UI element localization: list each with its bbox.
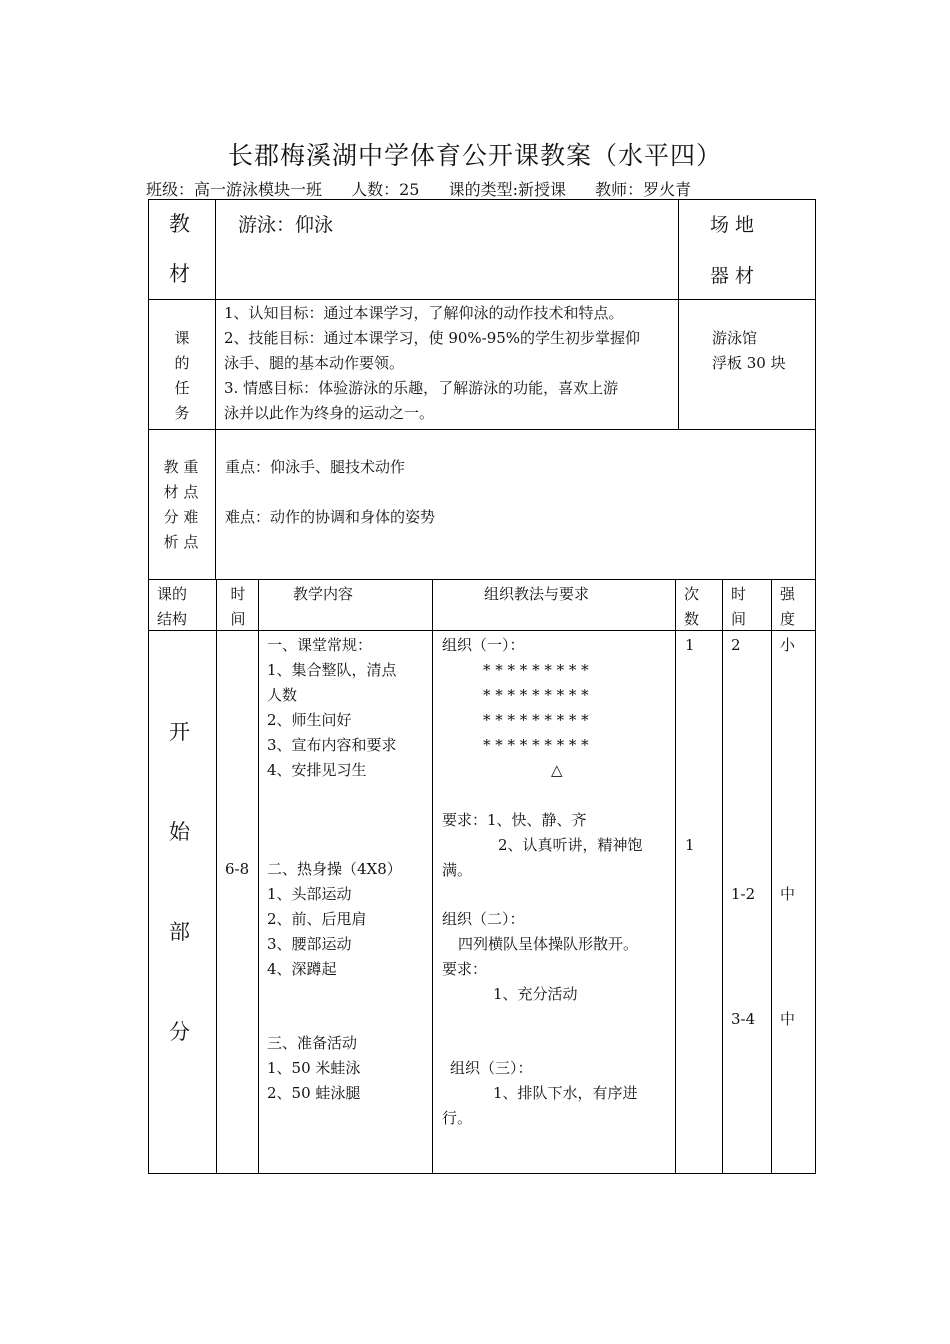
req-2: 要求： bbox=[442, 960, 488, 978]
section-duration: 6-8 bbox=[225, 860, 250, 878]
req-2-text: 1、充分活动 bbox=[493, 985, 578, 1003]
req-1b: 2、认真听讲，精神饱 bbox=[498, 836, 643, 854]
teacher-triangle: △ bbox=[551, 761, 563, 779]
reps-1: 1 bbox=[685, 636, 695, 654]
time-c: 3-4 bbox=[731, 1010, 756, 1028]
content-prep: 三、准备活动 1、50 米蛙泳 2、50 蛙泳腿 bbox=[267, 1034, 361, 1102]
head-intensity: 强 度 bbox=[780, 585, 796, 628]
intensity-a: 小 bbox=[780, 636, 796, 654]
req-1: 要求：1、快、静、齐 bbox=[442, 811, 587, 829]
org-1: 组织（一）： bbox=[442, 636, 525, 654]
org-2-text: 四列横队呈体操队形散开。 bbox=[458, 935, 639, 953]
difficulty: 难点：动作的协调和身体的姿势 bbox=[225, 508, 436, 526]
head-time: 时 间 bbox=[230, 585, 246, 628]
org-3: 组织（三）： bbox=[450, 1059, 533, 1077]
content-routine: 一、课堂常规： 1、集合整队，清点 人数 2、师生问好 3、宣布内容和要求 4、安排见习生 bbox=[267, 636, 397, 779]
section-label-2: 始 bbox=[169, 820, 190, 844]
student-count: 人数：25 bbox=[351, 180, 420, 199]
org-3-text2: 行。 bbox=[442, 1109, 473, 1127]
formation: * * * * * * * * * * * * * * * * * * * * * * * * * * * * * * * * * * * * bbox=[483, 661, 589, 754]
material-label-b: 材 bbox=[169, 262, 190, 286]
key-point: 重点：仰泳手、腿技术动作 bbox=[225, 458, 406, 476]
class-info: 班级：高一游泳模块一班 bbox=[146, 180, 323, 199]
task-label: 课 的 任 务 bbox=[174, 329, 190, 422]
head-method: 组织教法与要求 bbox=[484, 585, 590, 603]
head-content: 教学内容 bbox=[293, 585, 354, 603]
task-content: 1、认知目标：通过本课学习，了解仰泳的动作技术和特点。 2、技能目标：通过本课学习，使 90%-95%的学生初步掌握仰 泳手、腿的基本动作要领。 3. 情感目标：体验游泳的乐趣，了解游泳的功能，喜欢上游 泳并以此作为终身的运动之一。 bbox=[224, 304, 641, 422]
venue-label-a: 场 地 bbox=[710, 214, 755, 236]
content-warmup: 二、热身操（4X8） 1、头部运动 2、前、后甩肩 3、腰部运动 4、深蹲起 bbox=[267, 860, 402, 978]
lesson-type: 课的类型:新授课 bbox=[448, 180, 566, 199]
req-1c: 满。 bbox=[442, 861, 473, 879]
material-label-a: 教 bbox=[169, 212, 190, 236]
org-3-text: 1、排队下水，有序进 bbox=[493, 1084, 638, 1102]
head-time2: 时 间 bbox=[731, 585, 747, 628]
time-b: 1-2 bbox=[731, 885, 756, 903]
intensity-b: 中 bbox=[780, 885, 796, 903]
time-a: 2 bbox=[731, 636, 741, 654]
section-label-4: 分 bbox=[169, 1020, 190, 1044]
venue-label-b: 器 材 bbox=[710, 265, 755, 287]
lesson-meta bbox=[146, 177, 715, 200]
org-2: 组织（二）： bbox=[442, 910, 525, 928]
teacher-name: 教师：罗火青 bbox=[595, 180, 692, 199]
reps-2: 1 bbox=[685, 836, 695, 854]
material-content: 游泳：仰泳 bbox=[238, 214, 334, 236]
page-title: 长郡梅溪湖中学体育公开课教案（水平四） bbox=[227, 141, 722, 170]
head-structure: 课的 结构 bbox=[157, 585, 188, 628]
equipment: 游泳馆 浮板 30 块 bbox=[712, 329, 786, 372]
head-reps: 次 数 bbox=[684, 585, 700, 628]
section-label-3: 部 bbox=[169, 920, 190, 944]
analysis-label: 教 重 材 点 分 难 析 点 bbox=[163, 458, 199, 551]
section-label-1: 开 bbox=[169, 720, 190, 744]
intensity-c: 中 bbox=[780, 1010, 796, 1028]
